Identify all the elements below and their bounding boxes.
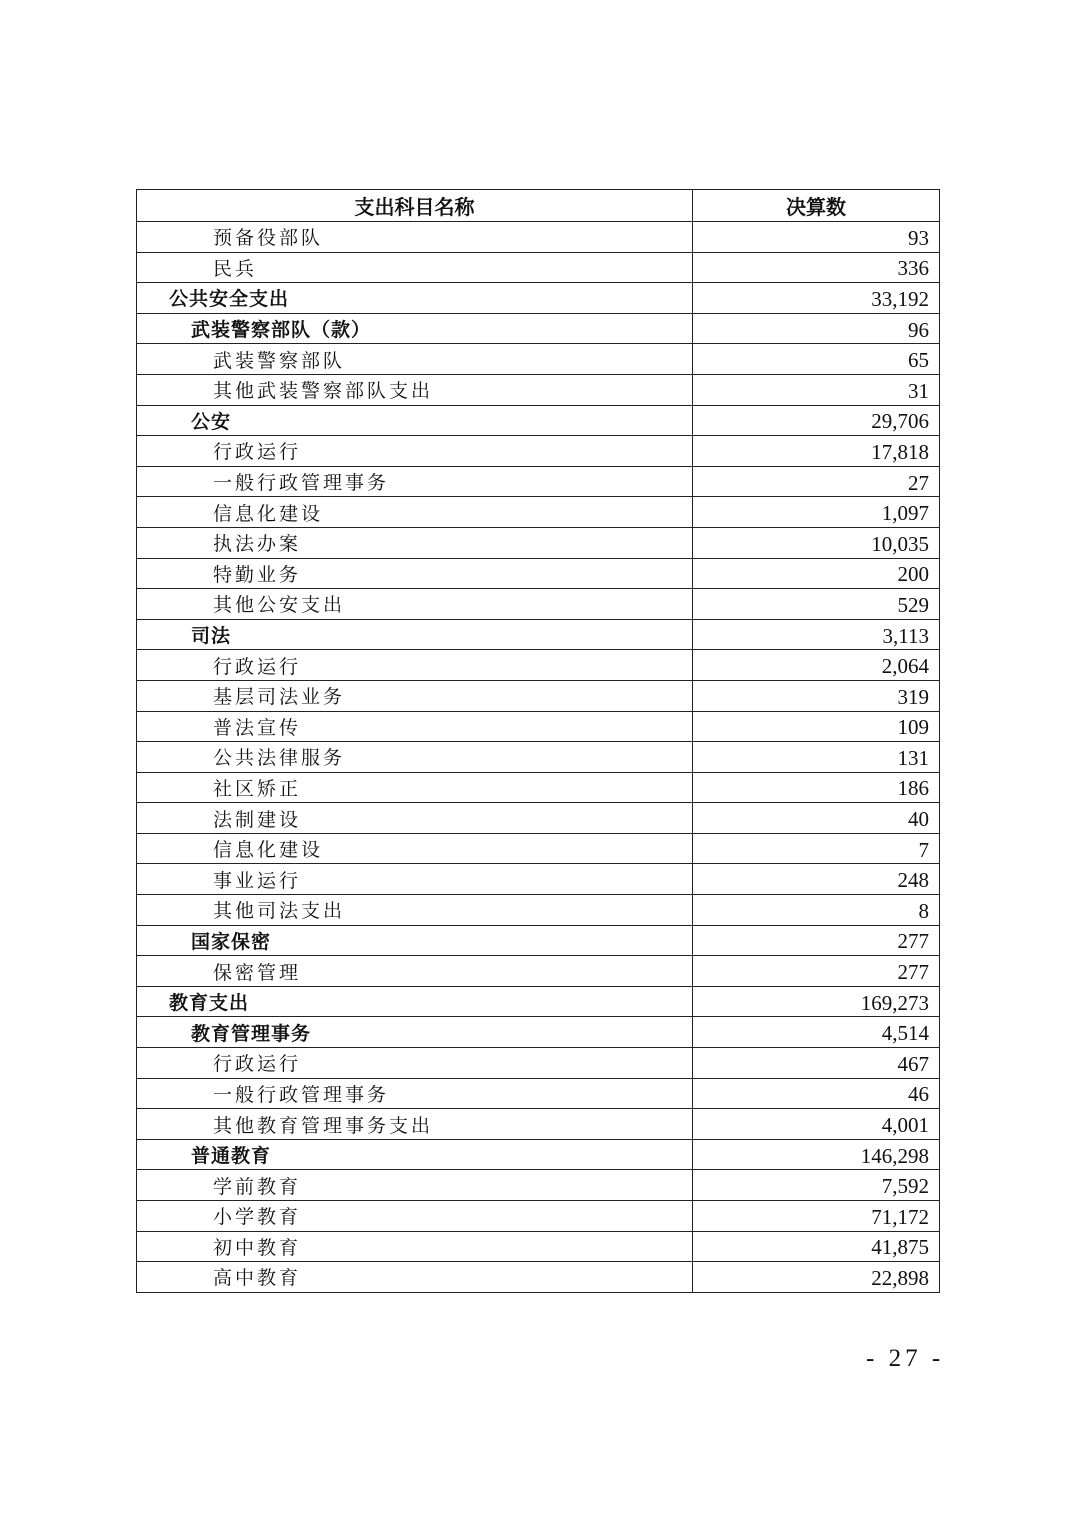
item-value: 27	[693, 466, 940, 497]
table-row	[137, 252, 940, 283]
item-name: 法制建设	[137, 803, 693, 834]
item-name: 社区矫正	[137, 772, 693, 803]
table-row	[137, 619, 940, 650]
table-row	[137, 527, 940, 558]
item-name: 其他教育管理事务支出	[137, 1109, 693, 1140]
item-value: 40	[693, 803, 940, 834]
table-row	[137, 344, 940, 375]
item-value: 200	[693, 558, 940, 589]
item-name: 教育管理事务	[137, 1017, 693, 1048]
item-value: 17,818	[693, 436, 940, 467]
table-row	[137, 1231, 940, 1262]
page-number: - 27 -	[866, 1345, 945, 1372]
table-row	[137, 925, 940, 956]
table-row	[137, 313, 940, 344]
item-value: 65	[693, 344, 940, 375]
item-value: 169,273	[693, 986, 940, 1017]
table-row	[137, 864, 940, 895]
table-row	[137, 711, 940, 742]
table-row	[137, 650, 940, 681]
item-name: 执法办案	[137, 527, 693, 558]
item-name: 事业运行	[137, 864, 693, 895]
item-name: 教育支出	[137, 986, 693, 1017]
item-name: 信息化建设	[137, 833, 693, 864]
item-value: 4,514	[693, 1017, 940, 1048]
table-row	[137, 986, 940, 1017]
table-body	[137, 222, 940, 1293]
item-name: 学前教育	[137, 1170, 693, 1201]
item-name: 其他武装警察部队支出	[137, 374, 693, 405]
header-final-amount: 决算数	[693, 190, 940, 222]
item-value: 31	[693, 374, 940, 405]
table-row	[137, 1017, 940, 1048]
table-row	[137, 680, 940, 711]
item-name: 特勤业务	[137, 558, 693, 589]
table-row	[137, 895, 940, 926]
table-row	[137, 558, 940, 589]
table-row	[137, 1170, 940, 1201]
table-row	[137, 742, 940, 773]
expenditure-table	[136, 189, 940, 1293]
item-name: 司法	[137, 619, 693, 650]
item-name: 信息化建设	[137, 497, 693, 528]
item-name: 公共安全支出	[137, 283, 693, 314]
table-row	[137, 466, 940, 497]
table-row	[137, 833, 940, 864]
item-value: 467	[693, 1048, 940, 1079]
item-value: 319	[693, 680, 940, 711]
item-name: 行政运行	[137, 650, 693, 681]
item-value: 8	[693, 895, 940, 926]
item-value: 277	[693, 925, 940, 956]
table-row	[137, 1078, 940, 1109]
item-value: 146,298	[693, 1139, 940, 1170]
item-name: 民兵	[137, 252, 693, 283]
table-row	[137, 497, 940, 528]
table-row	[137, 803, 940, 834]
table-row	[137, 1109, 940, 1140]
table-row	[137, 1201, 940, 1232]
item-value: 22,898	[693, 1262, 940, 1293]
item-name: 其他公安支出	[137, 589, 693, 620]
header-item-name: 支出科目名称	[137, 190, 693, 222]
item-value: 71,172	[693, 1201, 940, 1232]
item-value: 529	[693, 589, 940, 620]
table-header-row	[137, 190, 940, 222]
item-name: 普通教育	[137, 1139, 693, 1170]
item-value: 3,113	[693, 619, 940, 650]
table-row	[137, 589, 940, 620]
item-name: 基层司法业务	[137, 680, 693, 711]
item-value: 277	[693, 956, 940, 987]
table-row	[137, 1262, 940, 1293]
item-name: 其他司法支出	[137, 895, 693, 926]
item-value: 96	[693, 313, 940, 344]
table-row	[137, 436, 940, 467]
table-row	[137, 956, 940, 987]
item-name: 保密管理	[137, 956, 693, 987]
item-value: 46	[693, 1078, 940, 1109]
item-name: 行政运行	[137, 1048, 693, 1079]
item-name: 行政运行	[137, 436, 693, 467]
item-value: 7	[693, 833, 940, 864]
item-value: 4,001	[693, 1109, 940, 1140]
item-value: 10,035	[693, 527, 940, 558]
item-name: 一般行政管理事务	[137, 1078, 693, 1109]
table-row	[137, 405, 940, 436]
item-name: 武装警察部队	[137, 344, 693, 375]
table-row	[137, 1048, 940, 1079]
item-value: 33,192	[693, 283, 940, 314]
item-name: 公安	[137, 405, 693, 436]
item-value: 248	[693, 864, 940, 895]
item-value: 336	[693, 252, 940, 283]
item-value: 1,097	[693, 497, 940, 528]
item-name: 初中教育	[137, 1231, 693, 1262]
item-value: 109	[693, 711, 940, 742]
item-value: 41,875	[693, 1231, 940, 1262]
item-name: 武装警察部队（款）	[137, 313, 693, 344]
item-name: 小学教育	[137, 1201, 693, 1232]
item-name: 高中教育	[137, 1262, 693, 1293]
item-name: 普法宣传	[137, 711, 693, 742]
item-value: 93	[693, 222, 940, 253]
table-row	[137, 772, 940, 803]
item-name: 预备役部队	[137, 222, 693, 253]
item-value: 186	[693, 772, 940, 803]
item-value: 29,706	[693, 405, 940, 436]
item-value: 7,592	[693, 1170, 940, 1201]
item-value: 131	[693, 742, 940, 773]
table-row	[137, 374, 940, 405]
item-name: 公共法律服务	[137, 742, 693, 773]
table-row	[137, 1139, 940, 1170]
item-name: 国家保密	[137, 925, 693, 956]
table-row	[137, 222, 940, 253]
table-row	[137, 283, 940, 314]
item-value: 2,064	[693, 650, 940, 681]
item-name: 一般行政管理事务	[137, 466, 693, 497]
